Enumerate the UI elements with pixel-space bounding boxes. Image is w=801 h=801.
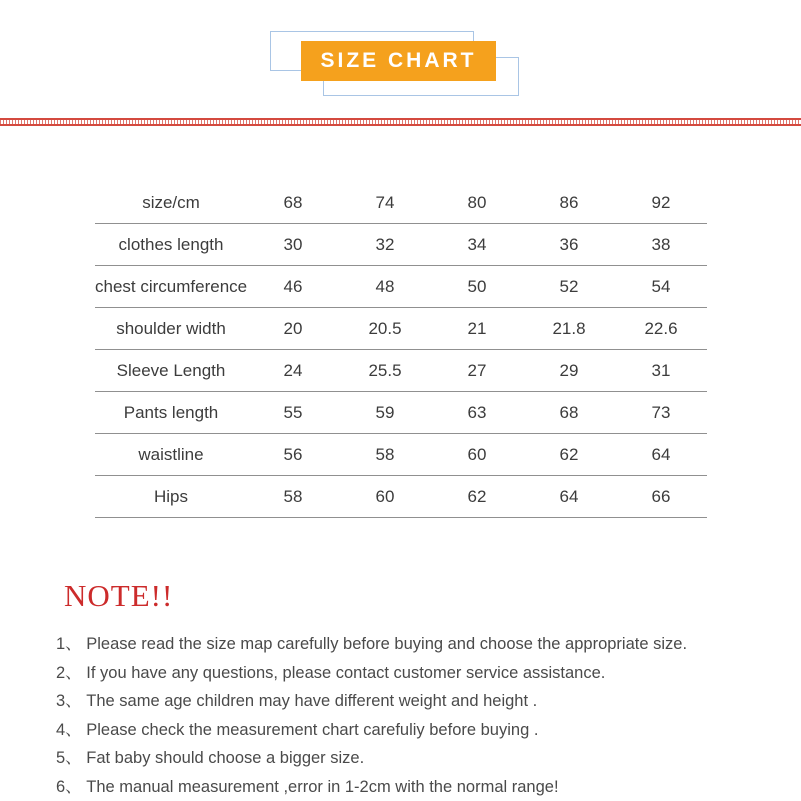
size-value: 68	[559, 403, 579, 422]
note-item: 1、 Please read the size map carefully before buying and choose the appropriate size.	[56, 635, 688, 653]
note-item: 5、 Fat baby should choose a bigger size.	[56, 749, 365, 767]
table-row	[95, 392, 707, 434]
table-row	[95, 182, 707, 224]
size-value: 58	[283, 487, 303, 506]
railroad-divider	[0, 118, 801, 126]
size-value: 21	[467, 319, 487, 338]
size-value: 80	[467, 193, 487, 212]
size-value: 59	[375, 403, 395, 422]
size-value: 31	[651, 361, 671, 380]
row-label: shoulder width	[116, 319, 226, 338]
size-value: 30	[283, 235, 303, 254]
size-value: 54	[651, 277, 671, 296]
note-item: 4、 Please check the measurement chart carefuliy before buying .	[56, 720, 539, 739]
table-row	[95, 350, 707, 392]
size-value: 46	[283, 277, 303, 296]
table-row	[95, 434, 707, 476]
size-value: 20	[283, 319, 303, 338]
size-value: 62	[467, 487, 487, 506]
table-row	[95, 224, 707, 266]
size-value: 50	[467, 277, 487, 296]
size-value: 22.6	[644, 319, 678, 338]
note-item: 3、 The same age children may have different weight and height .	[56, 692, 538, 710]
size-value: 60	[467, 445, 487, 464]
size-value: 20.5	[368, 319, 402, 338]
size-value: 34	[467, 235, 487, 254]
size-value: 32	[375, 235, 395, 254]
size-value: 73	[651, 403, 671, 422]
size-value: 24	[283, 361, 303, 380]
size-value: 64	[559, 487, 579, 506]
size-value: 74	[375, 193, 395, 212]
size-value: 64	[651, 445, 671, 464]
size-value: 68	[283, 193, 303, 212]
table-row	[95, 308, 707, 350]
size-value: 86	[559, 193, 579, 212]
row-label: clothes length	[118, 235, 224, 254]
row-label: chest circumference	[95, 277, 248, 296]
size-value: 36	[559, 235, 579, 254]
row-label: size/cm	[142, 193, 200, 212]
note-heading: NOTE!!	[64, 578, 174, 613]
size-value: 62	[559, 445, 579, 464]
table-row	[95, 476, 707, 518]
page-title: SIZE CHART	[320, 49, 477, 72]
row-label: Sleeve Length	[116, 361, 226, 380]
size-value: 48	[375, 277, 395, 296]
size-value: 56	[283, 445, 303, 464]
size-value: 92	[651, 193, 671, 212]
note-item: 6、 The manual measurement ,error in 1-2cm with the normal range!	[56, 777, 559, 796]
size-value: 60	[375, 487, 395, 506]
size-value: 38	[651, 235, 671, 254]
row-label: Pants length	[123, 403, 219, 422]
size-chart-table	[95, 182, 707, 518]
row-label: Hips	[153, 487, 188, 506]
row-label: waistline	[138, 445, 204, 464]
size-value: 25.5	[368, 361, 402, 380]
size-value: 58	[375, 445, 395, 464]
table-row	[95, 266, 707, 308]
size-chart-header	[0, 0, 801, 112]
size-value: 52	[559, 277, 579, 296]
note-list	[56, 630, 801, 801]
size-value: 66	[651, 487, 671, 506]
size-value: 29	[559, 361, 579, 380]
size-value: 63	[467, 403, 487, 422]
size-value: 27	[467, 361, 487, 380]
size-value: 21.8	[552, 319, 586, 338]
size-chart-title-banner	[301, 41, 496, 81]
size-value: 55	[283, 403, 303, 422]
note-item: 2、 If you have any questions, please contact customer service assistance.	[56, 663, 606, 682]
